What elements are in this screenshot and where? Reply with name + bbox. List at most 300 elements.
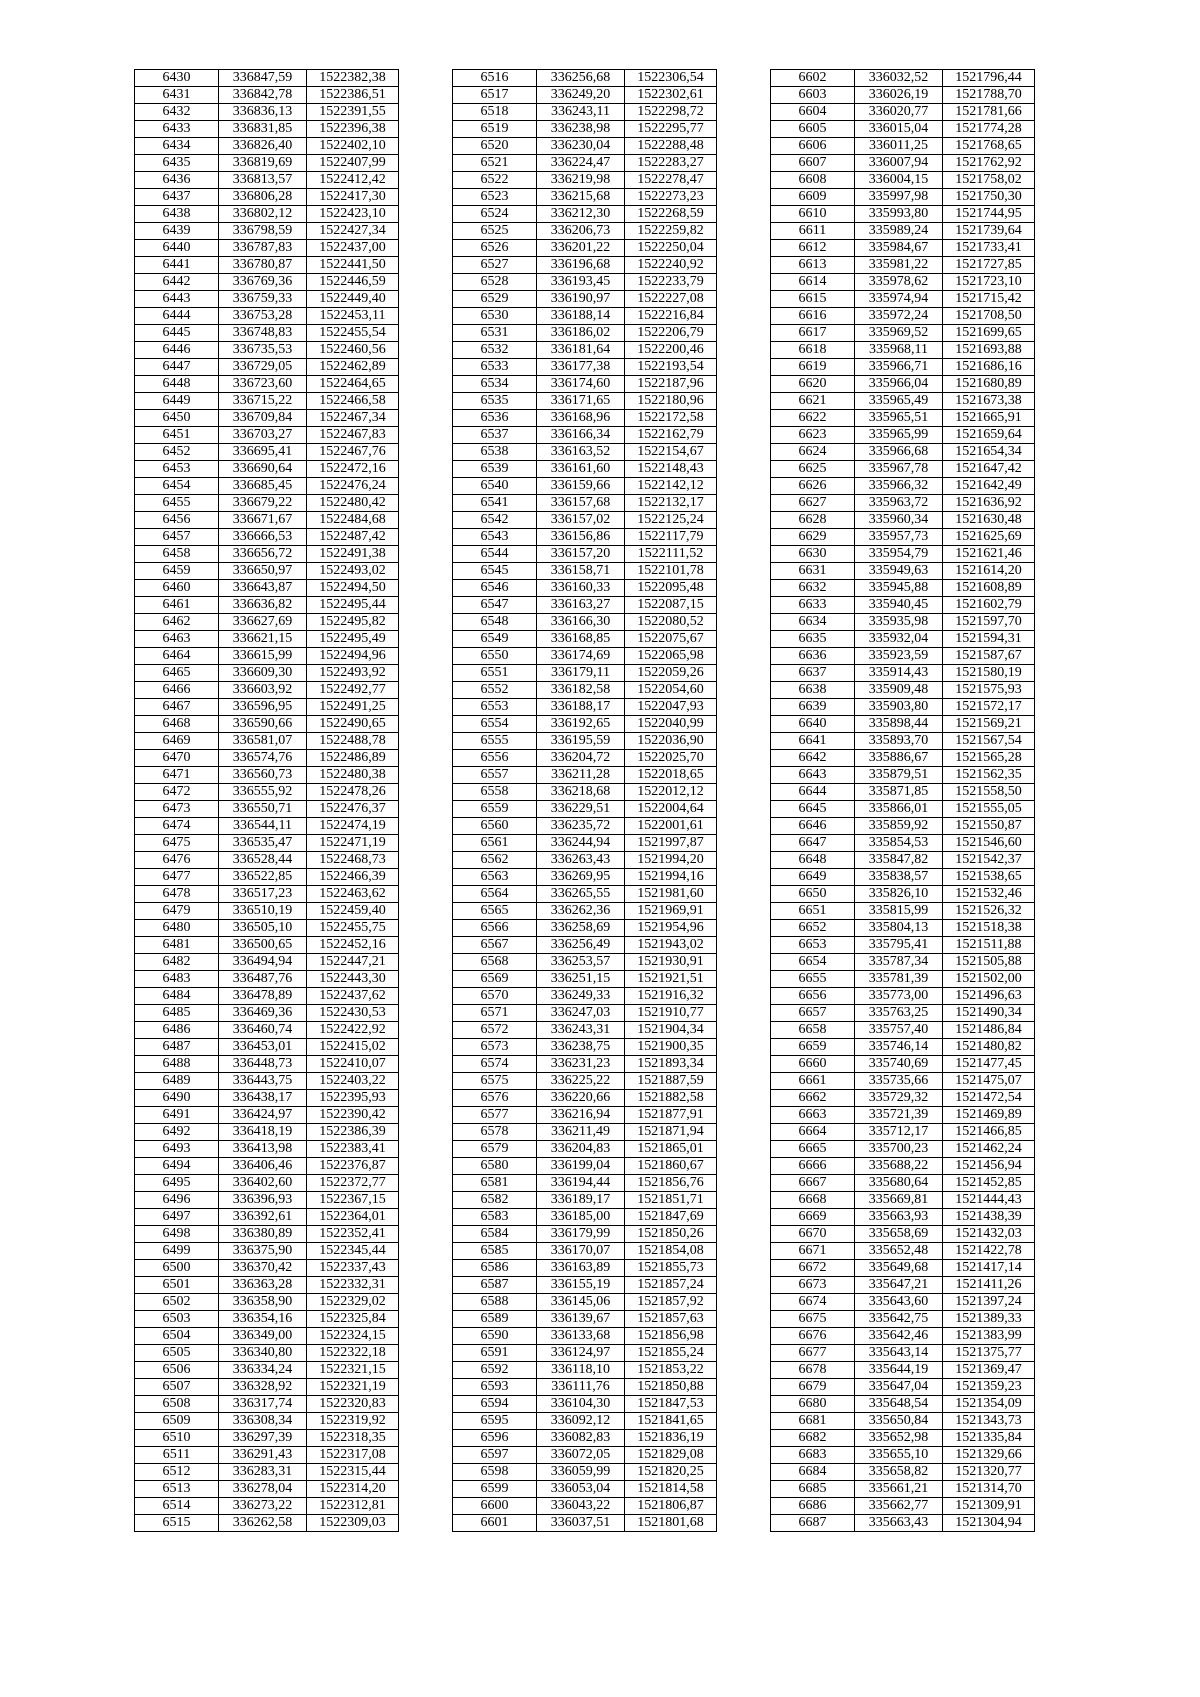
x-coordinate-cell: 336278,04: [219, 1481, 307, 1498]
y-coordinate-cell: 1521850,26: [625, 1226, 717, 1243]
y-coordinate-cell: 1521774,28: [943, 121, 1035, 138]
point-number-cell: 6430: [135, 70, 219, 87]
point-number-cell: 6568: [453, 954, 537, 971]
y-coordinate-cell: 1521910,77: [625, 1005, 717, 1022]
point-number-cell: 6490: [135, 1090, 219, 1107]
table-row: [135, 1056, 399, 1073]
point-number-cell: 6470: [135, 750, 219, 767]
x-coordinate-cell: 336155,19: [537, 1277, 625, 1294]
point-number-cell: 6457: [135, 529, 219, 546]
x-coordinate-cell: 336037,51: [537, 1515, 625, 1532]
y-coordinate-cell: 1522054,60: [625, 682, 717, 699]
y-coordinate-cell: 1522417,30: [307, 189, 399, 206]
table-row: [453, 155, 717, 172]
x-coordinate-cell: 335643,60: [855, 1294, 943, 1311]
x-coordinate-cell: 336256,68: [537, 70, 625, 87]
table-row: [135, 818, 399, 835]
point-number-cell: 6674: [771, 1294, 855, 1311]
table-row: [135, 1073, 399, 1090]
table-row: [453, 1481, 717, 1498]
y-coordinate-cell: 1521456,94: [943, 1158, 1035, 1175]
table-row: [771, 1481, 1035, 1498]
x-coordinate-cell: 336317,74: [219, 1396, 307, 1413]
x-coordinate-cell: 336092,12: [537, 1413, 625, 1430]
x-coordinate-cell: 335981,22: [855, 257, 943, 274]
x-coordinate-cell: 335712,17: [855, 1124, 943, 1141]
point-number-cell: 6577: [453, 1107, 537, 1124]
y-coordinate-cell: 1522250,04: [625, 240, 717, 257]
table-row: [771, 240, 1035, 257]
y-coordinate-cell: 1522329,02: [307, 1294, 399, 1311]
x-coordinate-cell: 336174,69: [537, 648, 625, 665]
table-row: [453, 376, 717, 393]
table-row: [453, 886, 717, 903]
y-coordinate-cell: 1522322,18: [307, 1345, 399, 1362]
x-coordinate-cell: 335652,48: [855, 1243, 943, 1260]
table-row: [135, 1141, 399, 1158]
y-coordinate-cell: 1521857,24: [625, 1277, 717, 1294]
point-number-cell: 6479: [135, 903, 219, 920]
point-number-cell: 6526: [453, 240, 537, 257]
x-coordinate-cell: 335932,04: [855, 631, 943, 648]
table-row: [771, 801, 1035, 818]
x-coordinate-cell: 336402,60: [219, 1175, 307, 1192]
table-row: [453, 1379, 717, 1396]
table-row: [771, 512, 1035, 529]
point-number-cell: 6436: [135, 172, 219, 189]
table-row: [771, 1226, 1035, 1243]
x-coordinate-cell: 336798,59: [219, 223, 307, 240]
y-coordinate-cell: 1522193,54: [625, 359, 717, 376]
table-row: [135, 461, 399, 478]
y-coordinate-cell: 1522075,67: [625, 631, 717, 648]
x-coordinate-cell: 336396,93: [219, 1192, 307, 1209]
y-coordinate-cell: 1521383,99: [943, 1328, 1035, 1345]
y-coordinate-cell: 1522484,68: [307, 512, 399, 529]
table-row: [771, 835, 1035, 852]
y-coordinate-cell: 1522004,64: [625, 801, 717, 818]
x-coordinate-cell: 335650,84: [855, 1413, 943, 1430]
x-coordinate-cell: 336124,97: [537, 1345, 625, 1362]
table-row: [771, 784, 1035, 801]
point-number-cell: 6462: [135, 614, 219, 631]
x-coordinate-cell: 336020,77: [855, 104, 943, 121]
x-coordinate-cell: 336826,40: [219, 138, 307, 155]
y-coordinate-cell: 1521854,08: [625, 1243, 717, 1260]
x-coordinate-cell: 335898,44: [855, 716, 943, 733]
table-row: [453, 1464, 717, 1481]
table-row: [135, 852, 399, 869]
table-row: [771, 274, 1035, 291]
y-coordinate-cell: 1521480,82: [943, 1039, 1035, 1056]
table-row: [453, 257, 717, 274]
point-number-cell: 6611: [771, 223, 855, 240]
y-coordinate-cell: 1522367,15: [307, 1192, 399, 1209]
x-coordinate-cell: 336263,43: [537, 852, 625, 869]
y-coordinate-cell: 1522240,92: [625, 257, 717, 274]
table-row: [135, 257, 399, 274]
x-coordinate-cell: 336596,95: [219, 699, 307, 716]
x-coordinate-cell: 336157,68: [537, 495, 625, 512]
table-row: [453, 1430, 717, 1447]
table-row: [135, 920, 399, 937]
y-coordinate-cell: 1522288,48: [625, 138, 717, 155]
y-coordinate-cell: 1522443,30: [307, 971, 399, 988]
y-coordinate-cell: 1521486,84: [943, 1022, 1035, 1039]
x-coordinate-cell: 336460,74: [219, 1022, 307, 1039]
y-coordinate-cell: 1522480,38: [307, 767, 399, 784]
y-coordinate-cell: 1522352,41: [307, 1226, 399, 1243]
x-coordinate-cell: 335909,48: [855, 682, 943, 699]
table-row: [453, 1260, 717, 1277]
x-coordinate-cell: 335757,40: [855, 1022, 943, 1039]
x-coordinate-cell: 336211,28: [537, 767, 625, 784]
y-coordinate-cell: 1522488,78: [307, 733, 399, 750]
point-number-cell: 6551: [453, 665, 537, 682]
point-number-cell: 6456: [135, 512, 219, 529]
point-number-cell: 6651: [771, 903, 855, 920]
point-number-cell: 6532: [453, 342, 537, 359]
x-coordinate-cell: 336650,97: [219, 563, 307, 580]
table-row: [771, 1209, 1035, 1226]
y-coordinate-cell: 1521417,14: [943, 1260, 1035, 1277]
y-coordinate-cell: 1521857,63: [625, 1311, 717, 1328]
table-row: [453, 291, 717, 308]
point-number-cell: 6586: [453, 1260, 537, 1277]
x-coordinate-cell: 335648,54: [855, 1396, 943, 1413]
y-coordinate-cell: 1521466,85: [943, 1124, 1035, 1141]
point-number-cell: 6606: [771, 138, 855, 155]
y-coordinate-cell: 1521847,53: [625, 1396, 717, 1413]
x-coordinate-cell: 336666,53: [219, 529, 307, 546]
y-coordinate-cell: 1522332,31: [307, 1277, 399, 1294]
y-coordinate-cell: 1521850,88: [625, 1379, 717, 1396]
y-coordinate-cell: 1521841,65: [625, 1413, 717, 1430]
table-row: [771, 886, 1035, 903]
table-row: [135, 631, 399, 648]
table-row: [135, 1277, 399, 1294]
y-coordinate-cell: 1521555,05: [943, 801, 1035, 818]
point-number-cell: 6569: [453, 971, 537, 988]
y-coordinate-cell: 1521994,16: [625, 869, 717, 886]
point-number-cell: 6535: [453, 393, 537, 410]
point-number-cell: 6608: [771, 172, 855, 189]
x-coordinate-cell: 336813,57: [219, 172, 307, 189]
point-number-cell: 6481: [135, 937, 219, 954]
y-coordinate-cell: 1522268,59: [625, 206, 717, 223]
x-coordinate-cell: 336249,20: [537, 87, 625, 104]
x-coordinate-cell: 336627,69: [219, 614, 307, 631]
y-coordinate-cell: 1521796,44: [943, 70, 1035, 87]
point-number-cell: 6437: [135, 189, 219, 206]
table-row: [453, 427, 717, 444]
y-coordinate-cell: 1521343,73: [943, 1413, 1035, 1430]
y-coordinate-cell: 1521693,88: [943, 342, 1035, 359]
x-coordinate-cell: 336177,38: [537, 359, 625, 376]
table-row: [135, 1328, 399, 1345]
y-coordinate-cell: 1521820,25: [625, 1464, 717, 1481]
point-number-cell: 6453: [135, 461, 219, 478]
y-coordinate-cell: 1522216,84: [625, 308, 717, 325]
y-coordinate-cell: 1521997,87: [625, 835, 717, 852]
x-coordinate-cell: 335969,52: [855, 325, 943, 342]
table-row: [771, 648, 1035, 665]
x-coordinate-cell: 336273,22: [219, 1498, 307, 1515]
y-coordinate-cell: 1521572,17: [943, 699, 1035, 716]
point-number-cell: 6626: [771, 478, 855, 495]
x-coordinate-cell: 336251,15: [537, 971, 625, 988]
y-coordinate-cell: 1521865,01: [625, 1141, 717, 1158]
x-coordinate-cell: 335652,98: [855, 1430, 943, 1447]
y-coordinate-cell: 1522132,17: [625, 495, 717, 512]
y-coordinate-cell: 1522491,25: [307, 699, 399, 716]
point-number-cell: 6448: [135, 376, 219, 393]
x-coordinate-cell: 336283,31: [219, 1464, 307, 1481]
table-row: [135, 1345, 399, 1362]
x-coordinate-cell: 335914,43: [855, 665, 943, 682]
y-coordinate-cell: 1521829,08: [625, 1447, 717, 1464]
x-coordinate-cell: 335838,57: [855, 869, 943, 886]
point-number-cell: 6509: [135, 1413, 219, 1430]
x-coordinate-cell: 335661,21: [855, 1481, 943, 1498]
table-row: [453, 954, 717, 971]
point-number-cell: 6616: [771, 308, 855, 325]
table-row: [771, 87, 1035, 104]
y-coordinate-cell: 1522386,51: [307, 87, 399, 104]
point-number-cell: 6655: [771, 971, 855, 988]
x-coordinate-cell: 335903,80: [855, 699, 943, 716]
table-row: [135, 1311, 399, 1328]
table-row: [135, 784, 399, 801]
x-coordinate-cell: 336328,92: [219, 1379, 307, 1396]
y-coordinate-cell: 1521490,34: [943, 1005, 1035, 1022]
y-coordinate-cell: 1522206,79: [625, 325, 717, 342]
point-number-cell: 6439: [135, 223, 219, 240]
x-coordinate-cell: 336469,36: [219, 1005, 307, 1022]
point-number-cell: 6554: [453, 716, 537, 733]
x-coordinate-cell: 336603,92: [219, 682, 307, 699]
point-number-cell: 6561: [453, 835, 537, 852]
point-number-cell: 6449: [135, 393, 219, 410]
point-number-cell: 6640: [771, 716, 855, 733]
point-number-cell: 6447: [135, 359, 219, 376]
y-coordinate-cell: 1522018,65: [625, 767, 717, 784]
point-number-cell: 6593: [453, 1379, 537, 1396]
point-number-cell: 6555: [453, 733, 537, 750]
x-coordinate-cell: 335669,81: [855, 1192, 943, 1209]
y-coordinate-cell: 1522463,62: [307, 886, 399, 903]
table-row: [453, 597, 717, 614]
point-number-cell: 6513: [135, 1481, 219, 1498]
table-row: [771, 308, 1035, 325]
point-number-cell: 6517: [453, 87, 537, 104]
point-number-cell: 6459: [135, 563, 219, 580]
point-number-cell: 6529: [453, 291, 537, 308]
table-row: [135, 1192, 399, 1209]
point-number-cell: 6658: [771, 1022, 855, 1039]
y-coordinate-cell: 1521969,91: [625, 903, 717, 920]
x-coordinate-cell: 335700,23: [855, 1141, 943, 1158]
y-coordinate-cell: 1522459,40: [307, 903, 399, 920]
x-coordinate-cell: 336161,60: [537, 461, 625, 478]
x-coordinate-cell: 335940,45: [855, 597, 943, 614]
x-coordinate-cell: 336510,19: [219, 903, 307, 920]
table-row: [453, 478, 717, 495]
y-coordinate-cell: 1522298,72: [625, 104, 717, 121]
table-row: [771, 1345, 1035, 1362]
x-coordinate-cell: 336413,98: [219, 1141, 307, 1158]
x-coordinate-cell: 336418,19: [219, 1124, 307, 1141]
table-row: [135, 172, 399, 189]
table-row: [135, 954, 399, 971]
x-coordinate-cell: 336806,28: [219, 189, 307, 206]
x-coordinate-cell: 335972,24: [855, 308, 943, 325]
y-coordinate-cell: 1522391,55: [307, 104, 399, 121]
table-row: [453, 835, 717, 852]
y-coordinate-cell: 1522402,10: [307, 138, 399, 155]
table-row: [771, 495, 1035, 512]
y-coordinate-cell: 1521462,24: [943, 1141, 1035, 1158]
point-number-cell: 6458: [135, 546, 219, 563]
point-number-cell: 6473: [135, 801, 219, 818]
y-coordinate-cell: 1522452,16: [307, 937, 399, 954]
table-row: [453, 716, 717, 733]
x-coordinate-cell: 336453,01: [219, 1039, 307, 1056]
point-number-cell: 6677: [771, 1345, 855, 1362]
y-coordinate-cell: 1521806,87: [625, 1498, 717, 1515]
table-row: [135, 648, 399, 665]
x-coordinate-cell: 336535,47: [219, 835, 307, 852]
point-number-cell: 6521: [453, 155, 537, 172]
y-coordinate-cell: 1522325,84: [307, 1311, 399, 1328]
x-coordinate-cell: 336349,00: [219, 1328, 307, 1345]
y-coordinate-cell: 1522117,79: [625, 529, 717, 546]
table-row: [771, 1107, 1035, 1124]
point-number-cell: 6494: [135, 1158, 219, 1175]
point-number-cell: 6464: [135, 648, 219, 665]
point-number-cell: 6630: [771, 546, 855, 563]
point-number-cell: 6442: [135, 274, 219, 291]
table-row: [453, 1090, 717, 1107]
point-number-cell: 6621: [771, 393, 855, 410]
point-number-cell: 6547: [453, 597, 537, 614]
x-coordinate-cell: 336219,98: [537, 172, 625, 189]
x-coordinate-cell: 335655,10: [855, 1447, 943, 1464]
point-number-cell: 6438: [135, 206, 219, 223]
point-number-cell: 6548: [453, 614, 537, 631]
point-number-cell: 6467: [135, 699, 219, 716]
table-row: [453, 1005, 717, 1022]
y-coordinate-cell: 1521608,89: [943, 580, 1035, 597]
y-coordinate-cell: 1522283,27: [625, 155, 717, 172]
x-coordinate-cell: 336354,16: [219, 1311, 307, 1328]
x-coordinate-cell: 335989,24: [855, 223, 943, 240]
table-row: [771, 1056, 1035, 1073]
table-row: [135, 70, 399, 87]
point-number-cell: 6478: [135, 886, 219, 903]
y-coordinate-cell: 1521422,78: [943, 1243, 1035, 1260]
y-coordinate-cell: 1521768,65: [943, 138, 1035, 155]
point-number-cell: 6452: [135, 444, 219, 461]
table-row: [135, 138, 399, 155]
y-coordinate-cell: 1521699,65: [943, 325, 1035, 342]
point-number-cell: 6648: [771, 852, 855, 869]
point-number-cell: 6598: [453, 1464, 537, 1481]
y-coordinate-cell: 1522455,75: [307, 920, 399, 937]
table-row: [453, 699, 717, 716]
table-row: [771, 291, 1035, 308]
x-coordinate-cell: 336487,76: [219, 971, 307, 988]
y-coordinate-cell: 1521715,42: [943, 291, 1035, 308]
point-number-cell: 6676: [771, 1328, 855, 1345]
point-number-cell: 6474: [135, 818, 219, 835]
x-coordinate-cell: 336590,66: [219, 716, 307, 733]
table-row: [771, 699, 1035, 716]
x-coordinate-cell: 336230,04: [537, 138, 625, 155]
point-number-cell: 6627: [771, 495, 855, 512]
table-row: [135, 682, 399, 699]
table-row: [453, 1124, 717, 1141]
point-number-cell: 6585: [453, 1243, 537, 1260]
y-coordinate-cell: 1521680,89: [943, 376, 1035, 393]
x-coordinate-cell: 335954,79: [855, 546, 943, 563]
point-number-cell: 6432: [135, 104, 219, 121]
y-coordinate-cell: 1522001,61: [625, 818, 717, 835]
y-coordinate-cell: 1522095,48: [625, 580, 717, 597]
table-row: [453, 767, 717, 784]
table-row: [135, 189, 399, 206]
table-row: [453, 1515, 717, 1532]
x-coordinate-cell: 336380,89: [219, 1226, 307, 1243]
x-coordinate-cell: 336188,17: [537, 699, 625, 716]
x-coordinate-cell: 336715,22: [219, 393, 307, 410]
y-coordinate-cell: 1522148,43: [625, 461, 717, 478]
x-coordinate-cell: 335879,51: [855, 767, 943, 784]
table-row: [135, 665, 399, 682]
y-coordinate-cell: 1521887,59: [625, 1073, 717, 1090]
point-number-cell: 6450: [135, 410, 219, 427]
table-row: [771, 206, 1035, 223]
x-coordinate-cell: 336163,89: [537, 1260, 625, 1277]
table-row: [135, 1447, 399, 1464]
y-coordinate-cell: 1522337,43: [307, 1260, 399, 1277]
x-coordinate-cell: 336206,73: [537, 223, 625, 240]
y-coordinate-cell: 1522471,19: [307, 835, 399, 852]
point-number-cell: 6663: [771, 1107, 855, 1124]
x-coordinate-cell: 336690,64: [219, 461, 307, 478]
x-coordinate-cell: 335965,99: [855, 427, 943, 444]
y-coordinate-cell: 1521788,70: [943, 87, 1035, 104]
x-coordinate-cell: 335968,11: [855, 342, 943, 359]
table-row: [771, 1022, 1035, 1039]
point-number-cell: 6508: [135, 1396, 219, 1413]
y-coordinate-cell: 1521567,54: [943, 733, 1035, 750]
table-row: [453, 393, 717, 410]
y-coordinate-cell: 1521673,38: [943, 393, 1035, 410]
x-coordinate-cell: 336258,69: [537, 920, 625, 937]
point-number-cell: 6523: [453, 189, 537, 206]
x-coordinate-cell: 336193,45: [537, 274, 625, 291]
point-number-cell: 6678: [771, 1362, 855, 1379]
table-row: [135, 1226, 399, 1243]
table-row: [135, 1515, 399, 1532]
point-number-cell: 6578: [453, 1124, 537, 1141]
y-coordinate-cell: 1522466,58: [307, 393, 399, 410]
x-coordinate-cell: 336163,52: [537, 444, 625, 461]
table-row: [453, 818, 717, 835]
y-coordinate-cell: 1521857,92: [625, 1294, 717, 1311]
table-row: [453, 1209, 717, 1226]
